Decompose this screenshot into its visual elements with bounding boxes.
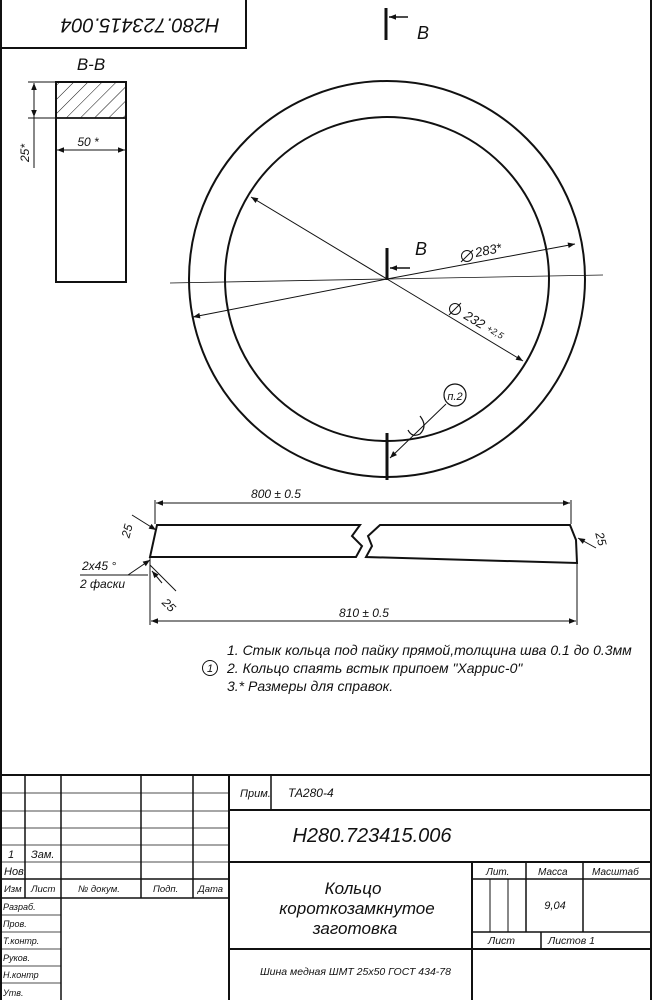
revision-marker-text: 1 (206, 663, 214, 675)
rotated-designation: Н280.723415.004 (60, 13, 220, 36)
note-3: 3.* Размеры для справок. (227, 678, 394, 694)
note-2: 2. Кольцо спаять встык припоем "Харрис-0" (227, 660, 523, 676)
role-head: Руков. (3, 953, 30, 963)
width-dim-text: 50 * (77, 135, 99, 149)
inner-dia-text: 232 (461, 307, 488, 332)
part-name-line3: заготовка (312, 919, 398, 938)
bottom-dim-text: 810 ± 0.5 (339, 606, 389, 620)
header-doc: № докум. (78, 884, 120, 895)
part-name-line1: Кольцо (324, 879, 382, 898)
header-list: Лист (31, 884, 56, 895)
revision-label: Зам. (31, 849, 55, 861)
right-end-dim: 25 (592, 530, 610, 548)
header-date: Дата (198, 884, 224, 895)
section-hatch (56, 82, 126, 118)
chamfer-note: 2x45 ° (82, 559, 117, 573)
role-approver: Утв. (3, 988, 24, 998)
section-letter-center: В (414, 239, 428, 259)
header-izm: Изм (4, 884, 22, 895)
role-developer: Разраб. (3, 902, 36, 912)
lit-label: Лит. (486, 867, 510, 878)
document-designation: Н280.723415.006 (292, 825, 452, 847)
note-ref-text: п.2 (447, 391, 463, 403)
section-letter-top: В (416, 23, 430, 43)
note-1: 1. Стык кольца под пайку прямой,толщина шва 0.1 до 0.3мм (227, 642, 632, 658)
role-norm-control: Н.контр (3, 970, 39, 980)
new-label: Нов. (4, 866, 27, 878)
left-end-dim: 25 (118, 522, 136, 540)
inner-dia-tolerance: +2,5 (484, 323, 506, 341)
section-title: В-В (76, 55, 106, 74)
mass-label: Масса (538, 867, 568, 878)
role-checker: Пров. (3, 919, 27, 929)
sheets-label: Листов 1 (548, 935, 595, 947)
scale-label: Масштаб (592, 867, 639, 878)
chamfer-count: 2 фаски (80, 577, 126, 591)
material-spec: Шина медная ШМТ 25х50 ГОСТ 434-78 (260, 966, 451, 978)
top-dim-text: 800 ± 0.5 (251, 487, 301, 501)
part-name-line2: короткозамкнутое (279, 899, 435, 918)
header-sign: Подп. (153, 884, 179, 895)
height-dim-text: 25* (18, 143, 32, 163)
outer-dia-text: 283* (473, 240, 503, 260)
mass-value: 9,04 (544, 900, 566, 912)
chamfer-dim-text: 25 (159, 595, 179, 615)
prim-label: Прим. (240, 788, 271, 800)
revision-number: 1 (8, 849, 15, 861)
sheet-label: Лист (488, 935, 516, 947)
role-tech-control: Т.контр. (3, 936, 40, 946)
prim-value: ТА280-4 (288, 786, 334, 800)
